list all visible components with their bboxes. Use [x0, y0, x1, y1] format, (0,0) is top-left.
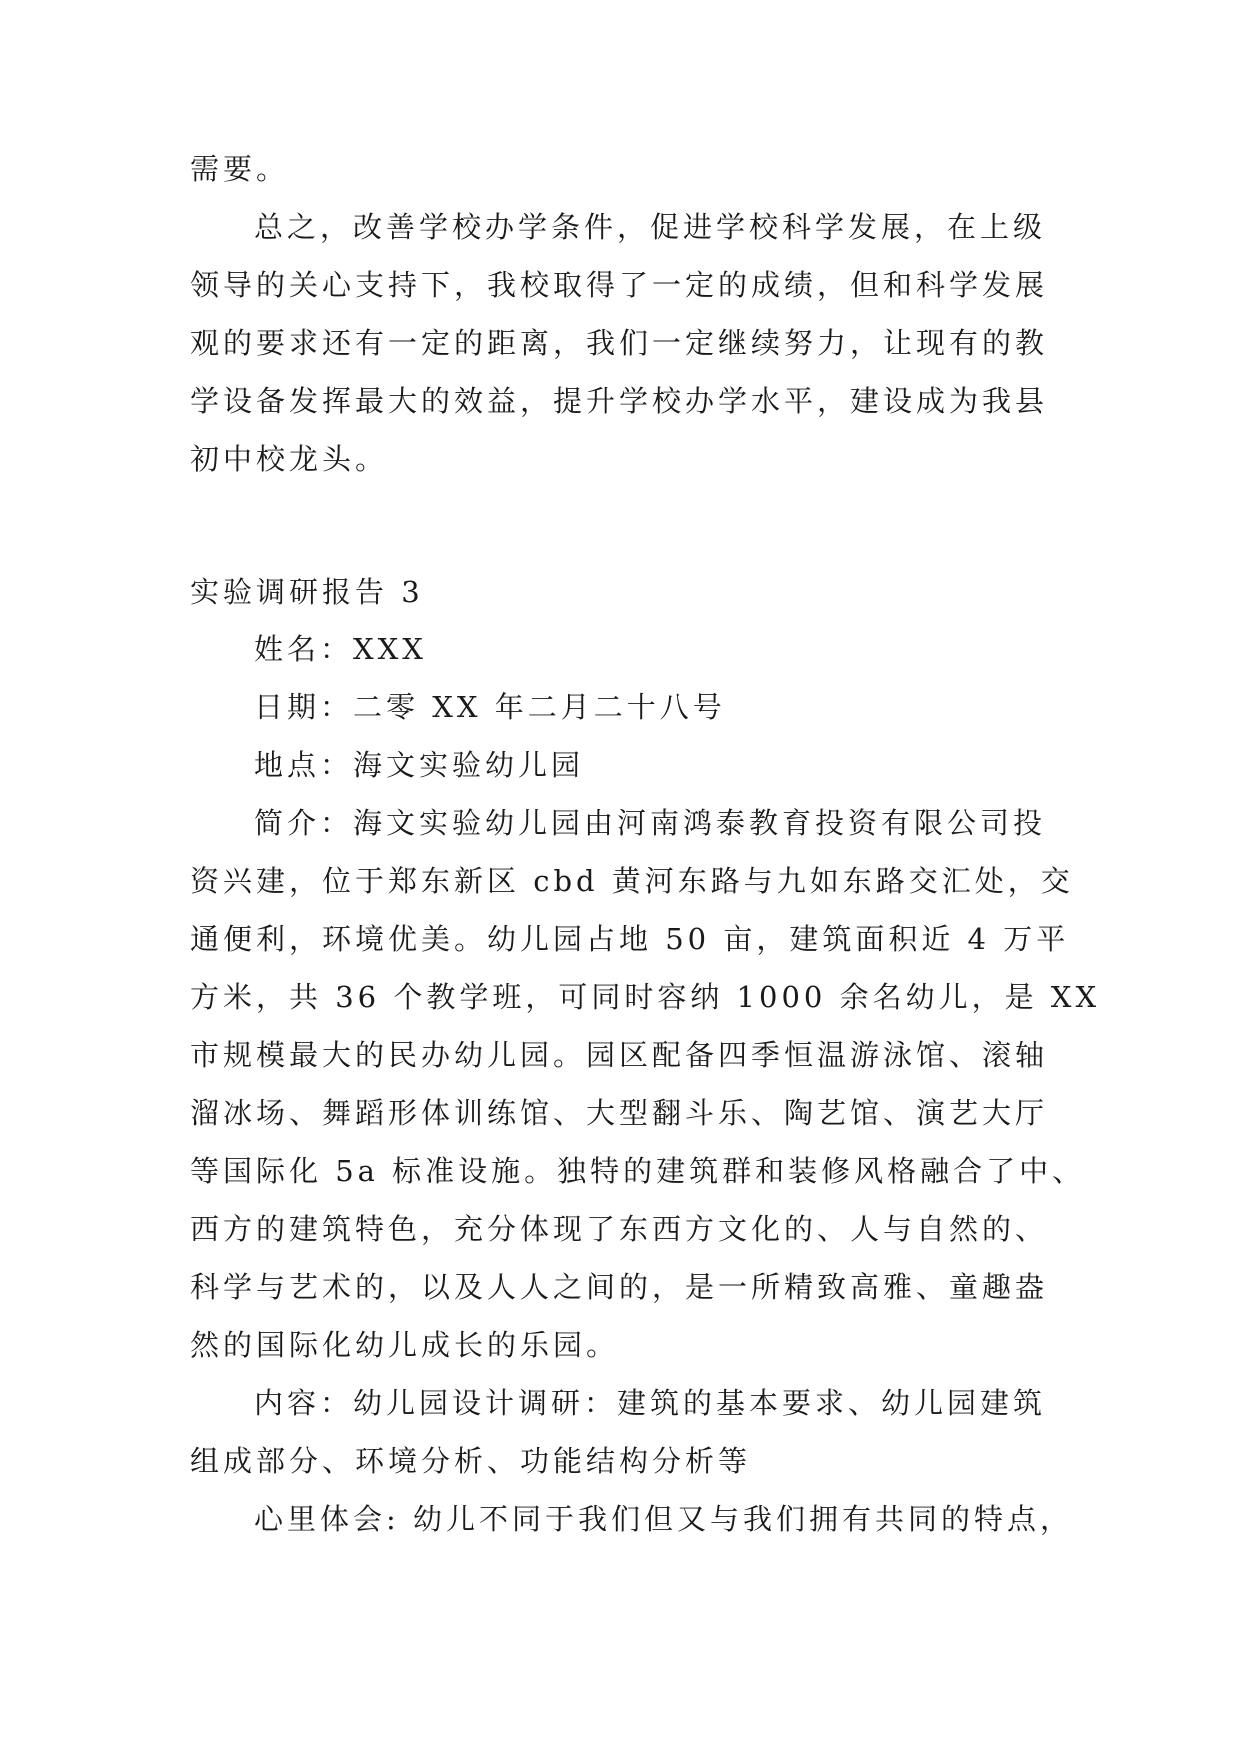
text-line: 总之，改善学校办学条件，促进学校科学发展，在上级 [254, 210, 1047, 244]
text-line: 方米，共 36 个教学班，可同时容纳 1000 余名幼儿，是 XX [190, 980, 1101, 1014]
feeling-paragraph [190, 1490, 1073, 1548]
text-line: 观的要求还有一定的距离，我们一定继续努力，让现有的教 [190, 326, 1049, 360]
text-line: 初中校龙头。 [190, 442, 389, 476]
closing-paragraph [190, 140, 1070, 488]
text-line: 西方的建筑特色，充分体现了东西方文化的、人与自然的、 [190, 1212, 1049, 1246]
date-line: 日期：二零 XX 年二月二十八号 [254, 690, 726, 724]
content-paragraph [190, 1374, 1070, 1490]
name-line: 姓名：XXX [254, 632, 427, 666]
text-line: 简介：海文实验幼儿园由河南鸿泰教育投资有限公司投 [254, 806, 1047, 840]
text-line: 科学与艺术的，以及人人之间的，是一所精致高雅、童趣盎 [190, 1270, 1049, 1304]
text-line: 溜冰场、舞蹈形体训练馆、大型翻斗乐、陶艺馆、演艺大厅 [190, 1096, 1049, 1130]
report-title: 实验调研报告 3 [190, 575, 424, 609]
place-line: 地点：海文实验幼儿园 [254, 748, 585, 782]
text-line: 通便利，环境优美。幼儿园占地 50 亩，建筑面积近 4 万平 [190, 922, 1070, 956]
report-meta [190, 620, 1070, 794]
text-line: 资兴建，位于郑东新区 cbd 黄河东路与九如东路交汇处，交 [190, 864, 1074, 898]
intro-paragraph [190, 794, 1101, 1374]
text-line: 学设备发挥最大的效益，提升学校办学水平，建设成为我县 [190, 384, 1049, 418]
text-line: 内容：幼儿园设计调研：建筑的基本要求、幼儿园建筑 [254, 1386, 1047, 1420]
text-line: 市规模最大的民办幼儿园。园区配备四季恒温游泳馆、滚轴 [190, 1038, 1049, 1072]
report-title-block [190, 563, 1070, 621]
text-line: 等国际化 5a 标准设施。独特的建筑群和装修风格融合了中、 [190, 1154, 1086, 1188]
text-line: 领导的关心支持下，我校取得了一定的成绩，但和科学发展 [190, 268, 1049, 302]
text-line: 组成部分、环境分析、功能结构分析等 [190, 1444, 752, 1478]
text-line: 需要。 [190, 152, 290, 186]
text-line: 心里体会: 幼儿不同于我们但又与我们拥有共同的特点， [254, 1502, 1073, 1536]
text-line: 然的国际化幼儿成长的乐园。 [190, 1328, 620, 1362]
